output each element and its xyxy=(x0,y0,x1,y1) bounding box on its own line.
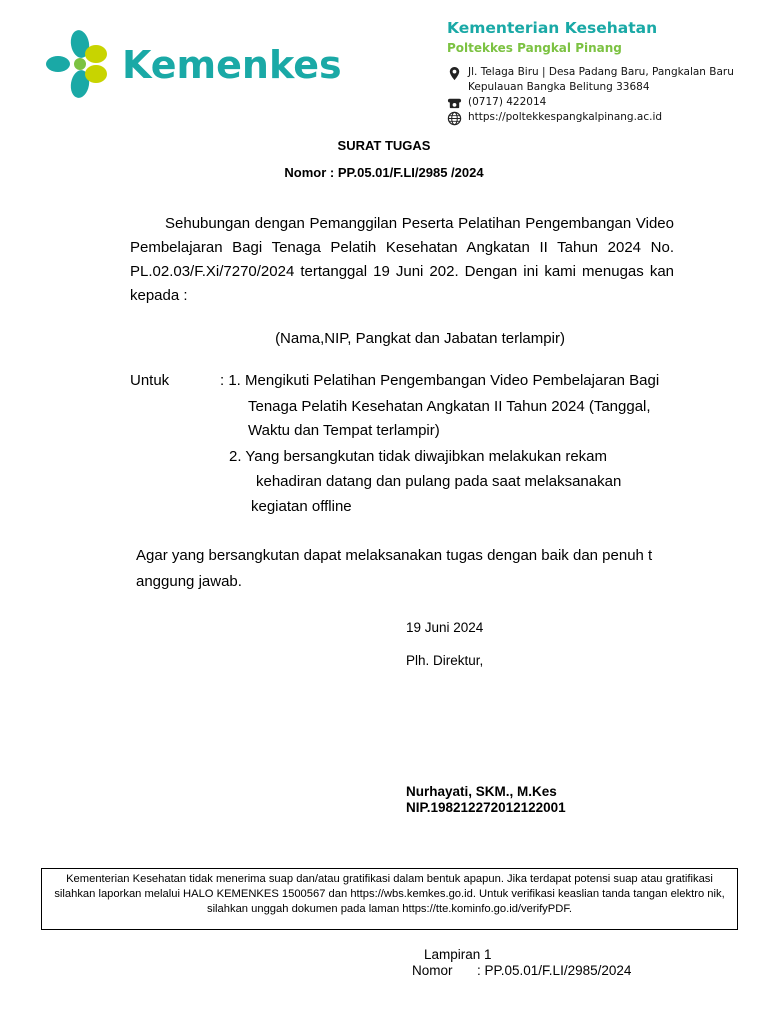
letter-title: SURAT TUGAS xyxy=(337,138,431,153)
phone-icon xyxy=(447,95,462,110)
untuk-label: Untuk xyxy=(130,372,170,389)
task-2-line-3: kegiatan offline xyxy=(251,498,352,515)
disclaimer-text: Kementerian Kesehatan tidak menerima suap dan/atau gratifikasi dalam bentuk apapun. Jika terdapat potensi suap atau gratifikasi silahkan laporkan melalui HALO KEMENKES 1500567 dan https://wbs.kemkes.go.id. Untuk verifikasi keaslian tanda tangan elektro nik, silahkan unggah dokumen pada laman https://tte.kominfo.go.id/verifyPDF. xyxy=(54,873,725,915)
task-2-line-2: kehadiran datang dan pulang pada saat melaksanakan xyxy=(256,473,622,490)
signatory-nip: NIP.198212272012122001 xyxy=(406,800,566,815)
signatory-name: Nurhayati, SKM., M.Kes xyxy=(406,784,557,799)
assignee-note: (Nama,NIP, Pangkat dan Jabatan terlampir) xyxy=(275,330,565,347)
closing-line-2: anggung jawab. xyxy=(136,573,242,590)
website-url[interactable]: https://poltekkespangkalpinang.ac.id xyxy=(468,111,663,123)
location-icon xyxy=(447,66,462,81)
institution-name: Poltekkes Pangkal Pinang xyxy=(447,41,622,55)
task-2-line-1: 2. Yang bersangkutan tidak diwajibkan melakukan rekam xyxy=(229,448,608,465)
globe-icon xyxy=(447,111,462,126)
kemenkes-logo xyxy=(44,28,349,100)
signature-position: Plh. Direktur, xyxy=(406,653,484,668)
attachment-label: Lampiran 1 xyxy=(424,947,492,962)
letter-number: Nomor : PP.05.01/F.LI/2985 /2024 xyxy=(284,165,484,180)
opening-paragraph: Sehubungan dengan Pemanggilan Peserta Pelatihan Pengembangan Video Pembelajaran Bagi Tenaga Pelatih Kesehatan Angkatan II Tahun 2024 No. PL.02.03/F.Xi/7270/2024 tertanggal 19 Juni 202. Dengan ini kami menugas kan kepada : xyxy=(130,215,674,304)
attachment-number-label: Nomor xyxy=(412,963,453,978)
kemenkes-logo-mark xyxy=(46,29,107,100)
task-1-line-2: Tenaga Pelatih Kesehatan Angkatan II Tahun 2024 (Tanggal, xyxy=(248,398,651,415)
task-1-line-1: : 1. Mengikuti Pelatihan Pengembangan Video Pembelajaran Bagi xyxy=(220,372,660,389)
disclaimer-box xyxy=(41,868,738,930)
attachment-number-value: : PP.05.01/F.LI/2985/2024 xyxy=(477,963,632,978)
address-line-1: Jl. Telaga Biru | Desa Padang Baru, Pangkalan Baru xyxy=(468,66,734,78)
signature-date: 19 Juni 2024 xyxy=(406,620,484,635)
kemenkes-logo-wordmark: Kemenkes xyxy=(122,43,342,87)
task-1-line-3: Waktu dan Tempat terlampir) xyxy=(248,422,440,439)
closing-line-1: Agar yang bersangkutan dapat melaksanakan tugas dengan baik dan penuh t xyxy=(136,547,653,564)
phone-number: (0717) 422014 xyxy=(468,96,547,108)
address-line-2: Kepulauan Bangka Belitung 33684 xyxy=(468,81,650,93)
ministry-name: Kementerian Kesehatan xyxy=(447,19,658,37)
